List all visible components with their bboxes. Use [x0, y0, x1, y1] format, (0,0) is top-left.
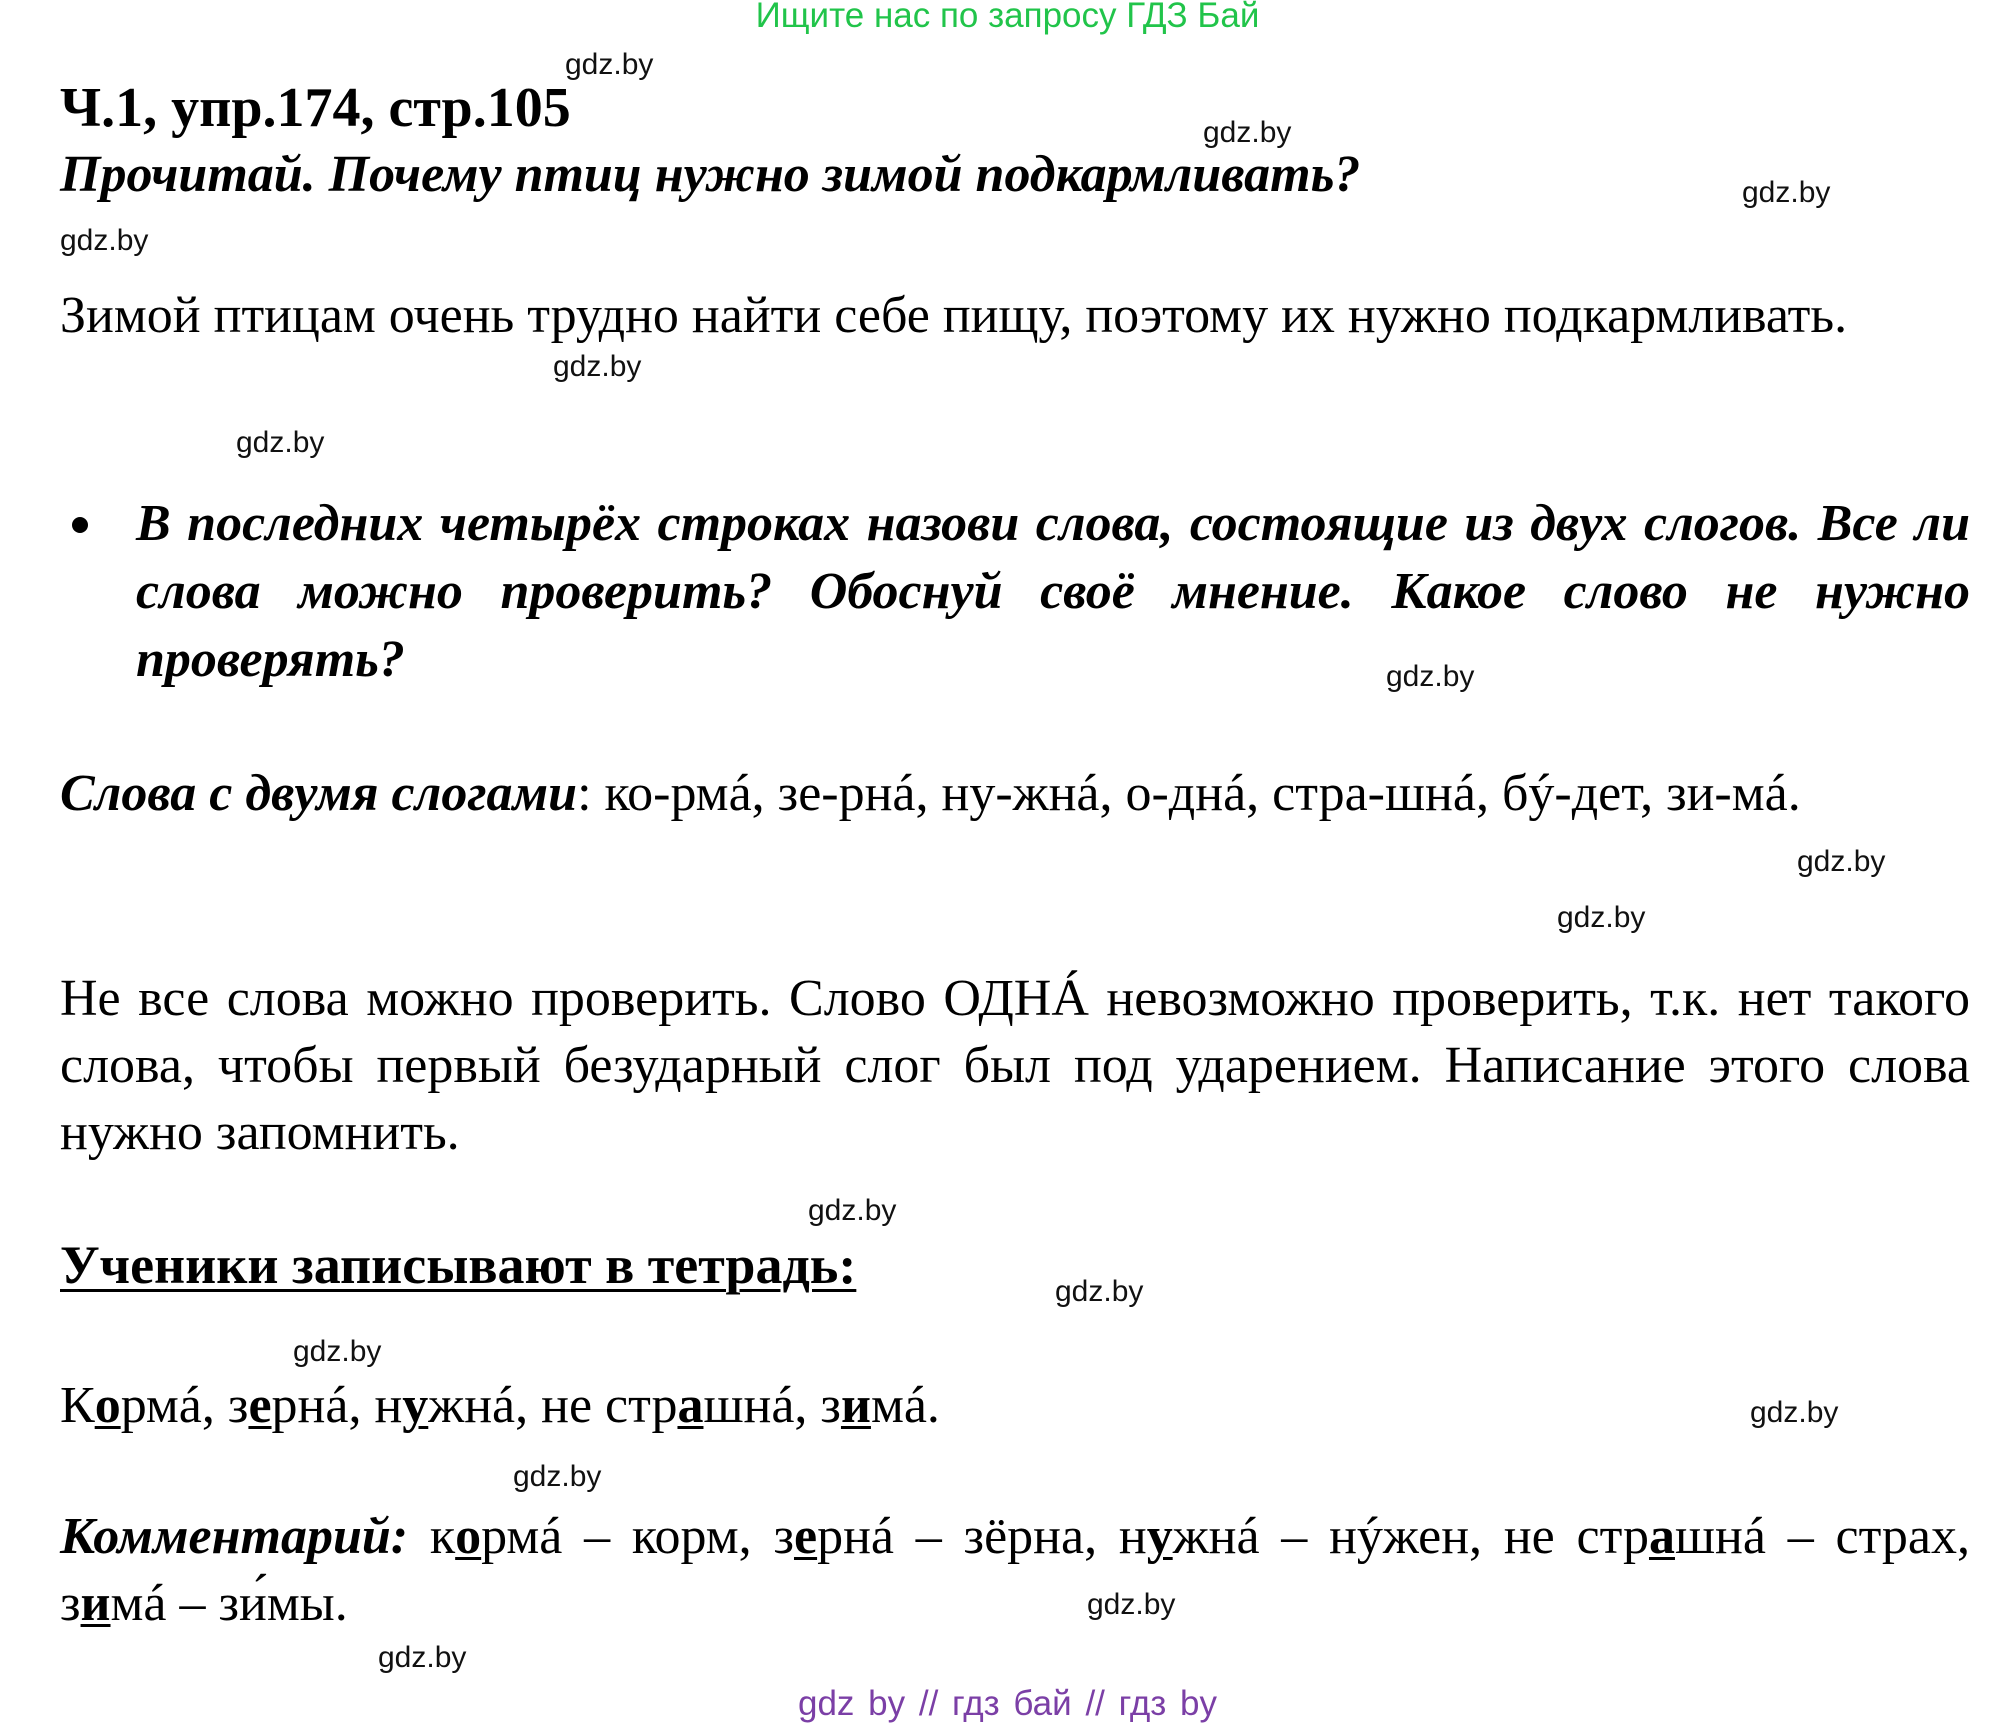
- comment-text: рнá – зёрна, н: [817, 1508, 1147, 1565]
- watermark: gdz.by: [1203, 116, 1292, 149]
- comment-underlined-letter: е: [793, 1508, 818, 1565]
- notebook-underlined-letter: и: [840, 1377, 871, 1434]
- comment-underlined-letter: а: [1648, 1508, 1675, 1565]
- comment-text: к: [408, 1508, 456, 1565]
- bullet-task: [60, 490, 1970, 694]
- watermark: gdz.by: [236, 426, 325, 459]
- comment-text: рмá – корм, з: [481, 1508, 794, 1565]
- task-question: Прочитай. Почему птиц нужно зимой подкармливать?: [60, 146, 1361, 203]
- comment-underlined-letter: у: [1146, 1508, 1173, 1565]
- watermark: gdz.by: [378, 1641, 467, 1674]
- notebook-text: К: [60, 1377, 95, 1434]
- watermark: gdz.by: [1386, 660, 1475, 693]
- watermark: gdz.by: [60, 224, 149, 257]
- answer-paragraph-2: Не все слова можно проверить. Слово ОДНÁ невозможно проверить, т.к. нет такого слова, чтобы первый безударный слог был под ударением. Написание этого слова нужно запомнить.: [60, 970, 1970, 1161]
- notebook-text: шнá, з: [703, 1377, 841, 1434]
- comment-text: мá – зи́мы.: [110, 1575, 348, 1632]
- watermark: gdz.by: [1055, 1275, 1144, 1308]
- comment-label: Комментарий:: [60, 1508, 409, 1565]
- comment-underlined-letter: и: [80, 1575, 111, 1632]
- notebook-line: [60, 1372, 1970, 1439]
- watermark: gdz.by: [565, 48, 654, 81]
- syllables-paragraph: [60, 760, 1970, 827]
- notebook-underlined-letter: а: [677, 1377, 704, 1434]
- notebook-underlined-letter: у: [402, 1377, 429, 1434]
- watermark: gdz.by: [1797, 845, 1886, 878]
- syllables-label: Слова с двумя слогами: [60, 765, 578, 822]
- notebook-underlined-letter: е: [248, 1377, 272, 1434]
- watermark: gdz.by: [553, 350, 642, 383]
- footer-links: [0, 1684, 2015, 1724]
- footer-link[interactable]: гдз by: [1118, 1684, 1217, 1723]
- comment-underlined-letter: о: [455, 1508, 482, 1565]
- watermark: gdz.by: [808, 1194, 897, 1227]
- bullet-task-text: В последних четырёх строках назови слова, состоящие из двух слогов. Все ли слова можно проверить? Обоснуй своё мнение. Какое слово не нужно проверять?: [136, 495, 1970, 688]
- notebook-text: рнá, н: [271, 1377, 403, 1434]
- notebook-text: рмá, з: [120, 1377, 249, 1434]
- comment-text: шнá – страх, з: [60, 1508, 1971, 1632]
- syllables-text: : ко-рмá, зе-рнá, ну-жнá, о-днá, стра-шнá, бý-дет, зи-мá.: [577, 765, 1801, 822]
- watermark: gdz.by: [1750, 1396, 1839, 1429]
- footer-separator: //: [918, 1684, 939, 1723]
- watermark: gdz.by: [1087, 1588, 1176, 1621]
- notebook-text: жнá, не стр: [428, 1377, 678, 1434]
- watermark: gdz.by: [1557, 901, 1646, 934]
- comment-text: жнá – нýжен, не стр: [1172, 1508, 1649, 1565]
- bullet-icon: [72, 517, 88, 533]
- comment-paragraph: [60, 1503, 1970, 1637]
- notebook-text: мá.: [870, 1377, 940, 1434]
- footer-separator: //: [1085, 1684, 1105, 1723]
- notebook-underlined-letter: о: [94, 1377, 121, 1434]
- notebook-title: Ученики записывают в тетрадь:: [60, 1235, 857, 1295]
- footer-link[interactable]: гдз бай: [952, 1684, 1072, 1723]
- answer-paragraph-1: Зимой птицам очень трудно найти себе пищу, поэтому их нужно подкармливать.: [60, 287, 1848, 344]
- footer-link[interactable]: gdz by: [798, 1684, 906, 1723]
- top-banner: Ищите нас по запросу ГДЗ Бай: [755, 0, 1260, 35]
- page-title: Ч.1, упр.174, стр.105: [60, 77, 571, 139]
- watermark: gdz.by: [293, 1335, 382, 1368]
- watermark: gdz.by: [1742, 176, 1831, 209]
- watermark: gdz.by: [513, 1460, 602, 1493]
